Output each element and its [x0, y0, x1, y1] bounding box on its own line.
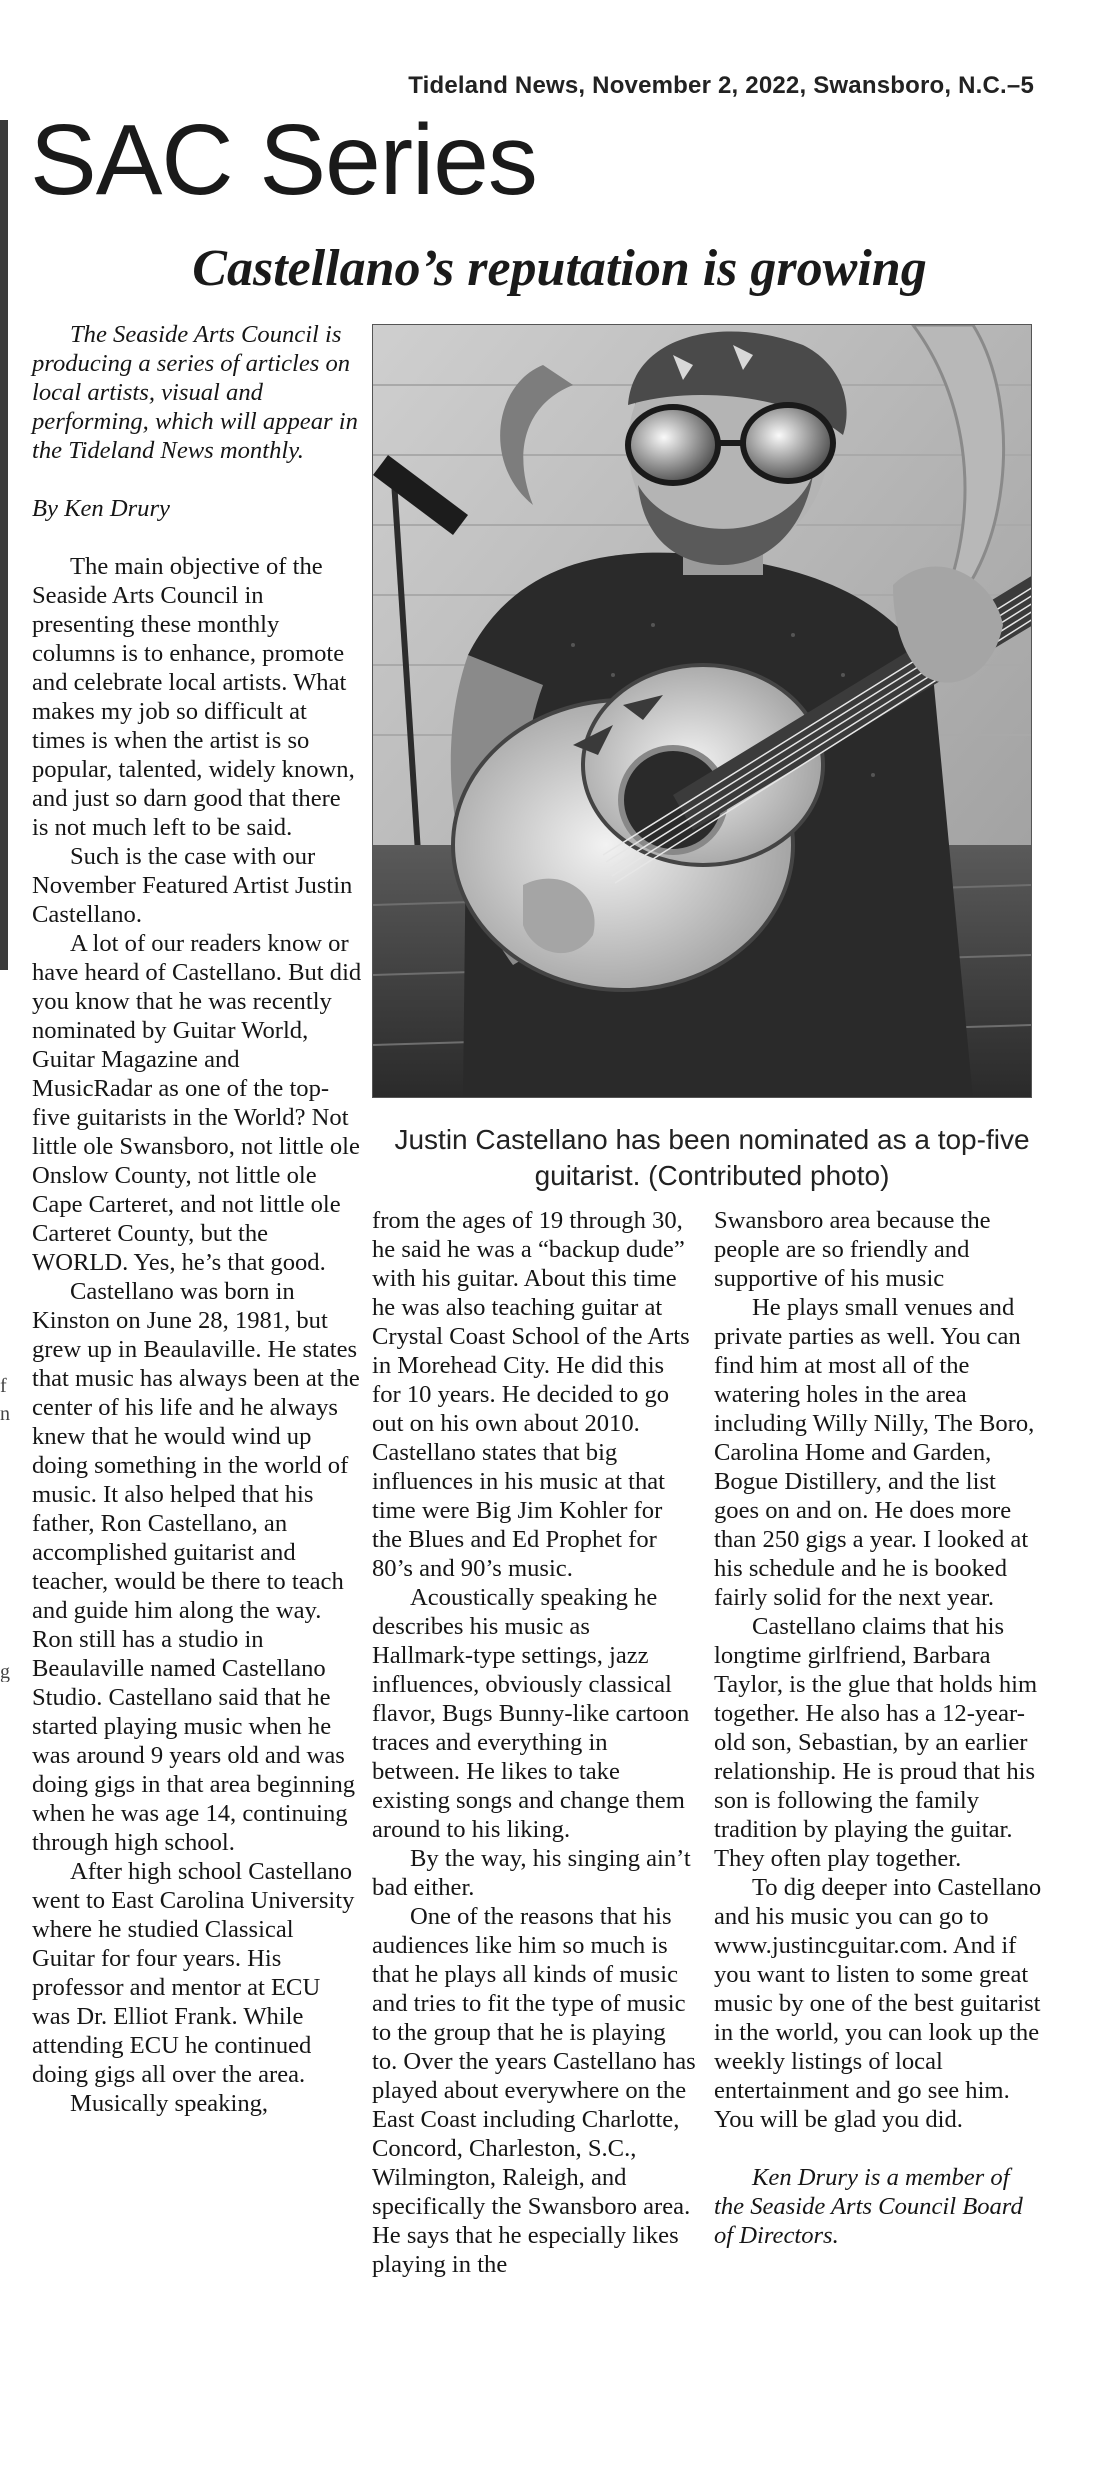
adjacent-page-fragment: f: [0, 1376, 7, 1396]
page-folio: Tideland News, November 2, 2022, Swansboro, N.C.–5: [408, 72, 1034, 99]
paragraph: To dig deeper into Castellano and his music you can go to www.justincguitar.com. And if you want to listen to some great music by one of the best guitarist in the world, you can look up the weekly listings of local entertainment and go see him. You will be glad you did.: [714, 1874, 1042, 2133]
paragraph: Musically speaking,: [70, 2090, 269, 2117]
article-headline: Castellano’s reputation is growing: [192, 240, 927, 297]
paragraph: Acoustically speaking he describes his music as Hallmark-type settings, jazz influences, obviously classical flavor, Bugs Bunny-like cartoon traces and everything in between. He likes to take existing songs and change them around to his liking.: [372, 1584, 690, 1843]
article-column-2: [372, 1206, 697, 2279]
paragraph: He plays small venues and private parties as well. You can find him at most all of the watering holes in the area including Willy Nilly, The Boro, Carolina Home and Garden, Bogue Distillery, and the list goes on and on. He does more than 250 gigs a year. I looked at his schedule and he is booked fairly solid for the next year.: [714, 1294, 1035, 1611]
adjacent-page-fragment: n: [0, 1404, 10, 1424]
photo-caption: Justin Castellano has been nominated as a top-five guitarist. (Contributed photo): [394, 1124, 1030, 1191]
paragraph: The main objective of the Seaside Arts Council in presenting these monthly columns is to enhance, promote and celebrate local artists. What makes my job so difficult at times is when the artist is so popular, talented, widely known, and just so darn good that there is not much left to be said.: [32, 553, 355, 841]
author-note: Ken Drury is a member of the Seaside Arts Council Board of Directors.: [714, 2164, 1023, 2249]
paragraph: from the ages of 19 through 30, he said he was a “backup dude” with his guitar. About this time he was also teaching guitar at Crystal Coast School of the Arts in Morehead City. He did this for 10 years. He decided to go out on his own about 2010. Castellano states that big influences in his music at that time were Big Jim Kohler for the Blues and Ed Prophet for 80’s and 90’s music.: [372, 1207, 690, 1582]
paragraph: Such is the case with our November Featured Artist Justin Castellano.: [32, 843, 353, 928]
article-photo: [372, 324, 1032, 1098]
guitarist-photo-illustration: [373, 325, 1032, 1098]
paragraph: Swansboro area because the people are so friendly and supportive of his music: [714, 1207, 991, 1292]
series-intro: The Seaside Arts Council is producing a series of articles on local artists, visual and performing, which will appear in the Tideland News monthly.: [32, 321, 358, 464]
paragraph: Castellano was born in Kinston on June 28, 1981, but grew up in Beaulaville. He states that music has always been at the center of his life and he always knew that he would wind up doing something in the world of music. It also helped that his father, Ron Castellano, an accomplished guitarist and teacher, would be there to teach and guide him along the way. Ron still has a studio in Beaulaville named Castellano Studio. Castellano said that he started playing music when he was around 9 years old and was doing gigs in that area beginning when he was age 14, continuing through high school.: [32, 1278, 360, 1856]
paragraph: One of the reasons that his audiences like him so much is that he plays all kinds of music and tries to fit the type of music to the group that he is playing to. Over the years Castellano has played about everywhere on the East Coast including Charlotte, Concord, Charleston, S.C., Wilmington, Raleigh, and specifically the Swansboro area. He says that he especially likes playing in the: [372, 1903, 696, 2278]
paragraph: A lot of our readers know or have heard of Castellano. But did you know that he was recently nominated by Guitar World, Guitar Magazine and MusicRadar as one of the top-five guitarists in the World? Not little ole Swansboro, not little ole Onslow County, not little ole Cape Carteret, and not little ole Carteret County, but the WORLD. Yes, he’s that good.: [32, 930, 362, 1276]
byline: By Ken Drury: [32, 495, 170, 522]
article-column-1: [32, 320, 362, 2118]
paragraph: Castellano claims that his longtime girlfriend, Barbara Taylor, is the glue that holds him together. He also has a 12-year-old son, Sebastian, by an earlier relationship. He is proud that his son is following the family tradition by playing the guitar. They often play together.: [714, 1613, 1038, 1872]
adjacent-page-fragment: g: [0, 1662, 10, 1682]
section-title: SAC Series: [30, 104, 537, 216]
paragraph: By the way, his singing ain’t bad either.: [372, 1845, 691, 1901]
article-column-3: [714, 1206, 1044, 2250]
paragraph: After high school Castellano went to East Carolina University where he studied Classical Guitar for four years. His professor and mentor at ECU was Dr. Elliot Frank. While attending ECU he continued doing gigs all over the area.: [32, 1858, 355, 2088]
